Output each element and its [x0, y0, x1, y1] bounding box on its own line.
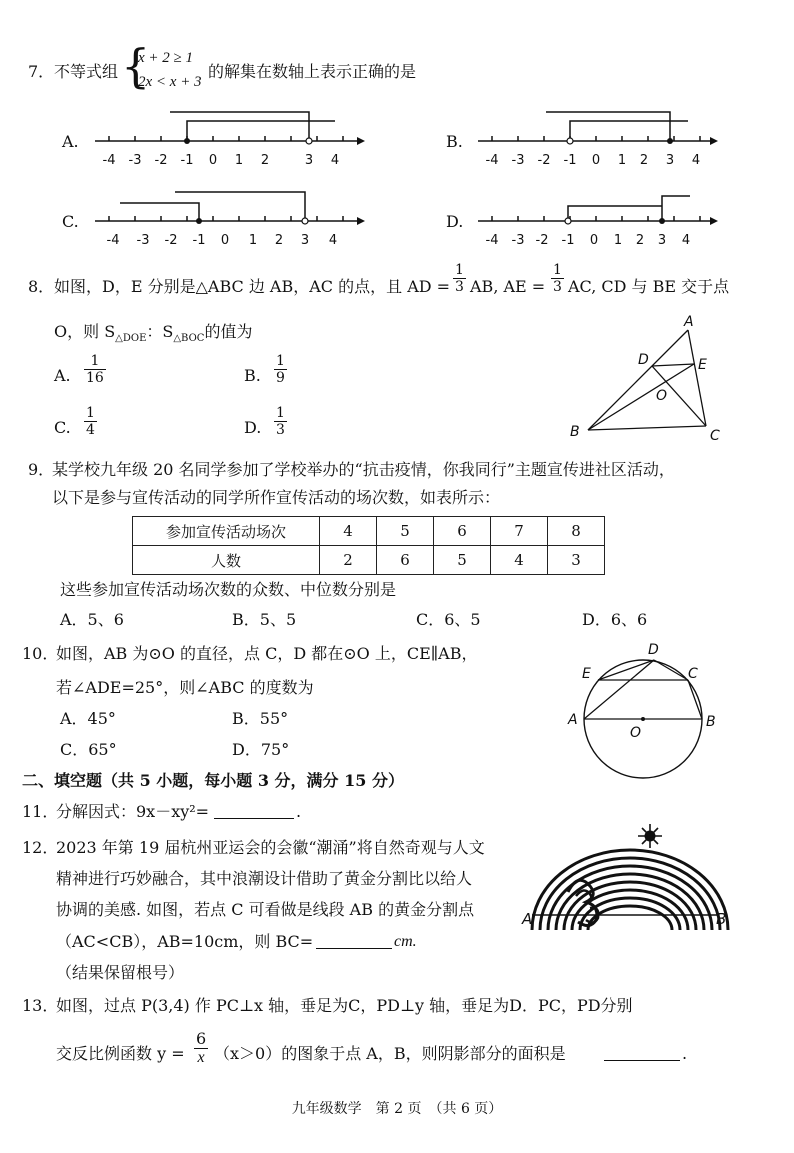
q13-line-1: 如图，过点 P(3,4) 作 PC⊥x 轴，垂足为C，PD⊥y 轴，垂足为D．PC，PD分别 [56, 996, 633, 1015]
tick-label: -2 [535, 233, 549, 248]
q13-line-2b: （x＞0）的图象于点 A，B，则阴影部分的面积是 [214, 1044, 566, 1063]
table-cell: 4 [320, 517, 377, 546]
q8-text-2: AB, AE = [470, 277, 546, 296]
fig8-label-b: B [570, 424, 580, 440]
q11-text: 分解因式：9x－xy²= [56, 802, 210, 821]
q8-text-1: 如图，D，E 分别是△ABC 边 AB，AC 的点，且 AD = [54, 277, 451, 296]
fig8-label-d: D [638, 352, 649, 368]
q13-line-2a: 交反比例函数 y = [56, 1044, 185, 1063]
q7-inequality-2: 2x < x + 3 [138, 74, 202, 90]
table-cell: 2 [320, 546, 377, 575]
q9-option-c[interactable]: C．6、5 [416, 610, 481, 629]
q7-inequality-1: x + 2 ≥ 1 [138, 50, 194, 66]
q12-number: 12． [22, 838, 59, 857]
q8-option-b[interactable]: B. [244, 366, 261, 385]
table-cell: 5 [434, 546, 491, 575]
table-header-cell: 参加宣传活动场次 [133, 517, 320, 546]
tick-label: 4 [681, 233, 691, 248]
q8-option-d[interactable]: D. [244, 418, 262, 437]
q13-number: 13． [22, 996, 59, 1015]
q10-option-c[interactable]: C．65° [60, 740, 117, 759]
tick-label: 2 [260, 153, 270, 168]
q10-option-b[interactable]: B．55° [232, 709, 289, 728]
tick-label: -4 [485, 153, 499, 168]
q8-option-a[interactable]: A. [54, 366, 71, 385]
fig10-label-e: E [582, 666, 591, 682]
q9-line-2: 以下是参与宣传活动的同学所作宣传活动的场次数，如表所示： [52, 488, 501, 507]
tick-label: -3 [511, 233, 525, 248]
tick-label: 0 [220, 233, 230, 248]
table-row [133, 517, 605, 546]
q13-fraction: $\frac{6}{x}$ [196, 1029, 207, 1066]
q7-option-c[interactable]: C. [62, 212, 79, 231]
number-line-d [478, 184, 718, 250]
q8-line-2: O，则 $S_{\triangle DOE}$：$S_{\triangle BOC}$的值为 [54, 322, 253, 345]
tick-label: -3 [511, 153, 525, 168]
q9-number: 9． [28, 460, 55, 479]
table-cell: 7 [491, 517, 548, 546]
tick-label: -1 [180, 153, 194, 168]
q8-option-a-value: $\frac{1}{16}$ [86, 353, 104, 386]
tick-label: 4 [328, 233, 338, 248]
q13-period: . [682, 1044, 688, 1063]
tick-label: 1 [613, 233, 623, 248]
tick-label: 4 [691, 153, 701, 168]
q12-answer-blank[interactable] [316, 948, 392, 949]
tick-label: -3 [136, 233, 150, 248]
q10-option-d[interactable]: D．75° [232, 740, 290, 759]
fig10-label-c: C [688, 666, 698, 682]
q9-line-1: 某学校九年级 20 名同学参加了学校举办的“抗击疫情，你我同行”主题宣传进社区活动， [52, 460, 675, 479]
q8-text-3: AC, CD 与 BE 交于点 [568, 277, 730, 296]
tick-label: 2 [639, 153, 649, 168]
fig10-label-d: D [648, 642, 659, 658]
tick-label: -2 [154, 153, 168, 168]
fig8-label-c: C [710, 428, 720, 444]
number-line-a [95, 104, 365, 170]
tick-label: 0 [208, 153, 218, 168]
q10-line-2: 若∠ADE=25°，则∠ABC 的度数为 [56, 678, 314, 697]
tick-label: -3 [128, 153, 142, 168]
tick-label: 3 [300, 233, 310, 248]
q7-option-a[interactable]: A. [62, 132, 79, 151]
circle-figure [562, 636, 730, 786]
tick-label: 2 [635, 233, 645, 248]
triangle-figure [560, 312, 730, 447]
tick-label: -4 [102, 153, 116, 168]
tick-label: 2 [274, 233, 284, 248]
tick-label: -1 [563, 153, 577, 168]
q7-prefix: 不等式组 [54, 62, 119, 81]
q7-number: 7． [28, 62, 55, 81]
q13-answer-blank[interactable] [604, 1060, 680, 1061]
tick-label: 1 [617, 153, 627, 168]
page-footer: 九年级数学 第 2 页 （共 6 页） [291, 1101, 503, 1117]
q8-option-d-value: $\frac{1}{3}$ [276, 405, 285, 438]
number-line-c [95, 184, 365, 250]
table-header-cell: 人数 [133, 546, 320, 575]
q8-option-b-value: $\frac{1}{9}$ [276, 353, 285, 386]
tick-label: 3 [657, 233, 667, 248]
tick-label: -1 [561, 233, 575, 248]
q12-line-3: 协调的美感. 如图，若点 C 可看做是线段 AB 的黄金分割点 [56, 900, 475, 919]
table-cell: 3 [548, 546, 605, 575]
emblem-figure [518, 822, 742, 958]
table-cell: 8 [548, 517, 605, 546]
q9-question: 这些参加宣传活动场次数的众数、中位数分别是 [60, 580, 397, 599]
tick-label: 4 [330, 153, 340, 168]
q10-number: 10． [22, 644, 59, 663]
q10-line-1: 如图，AB 为⊙O 的直径，点 C，D 都在⊙O 上，CE∥AB， [56, 644, 478, 663]
tick-label: -4 [485, 233, 499, 248]
section-2-heading: 二、填空题（共 5 小题，每小题 3 分，满分 15 分） [22, 771, 404, 790]
fig10-label-o: O [630, 725, 642, 741]
q8-number: 8． [28, 277, 55, 296]
q10-option-a[interactable]: A．45° [60, 709, 116, 728]
system-brace: { [121, 39, 151, 93]
fig8-label-e: E [698, 357, 707, 373]
fig10-label-b: B [706, 714, 716, 730]
tick-label: 0 [591, 153, 601, 168]
table-row [133, 546, 605, 575]
tick-label: -2 [537, 153, 551, 168]
fig10-label-a: A [568, 712, 578, 728]
tick-label: 1 [248, 233, 258, 248]
q7-option-d[interactable]: D. [446, 212, 464, 231]
table-cell: 4 [491, 546, 548, 575]
fig8-label-a: A [684, 314, 694, 330]
q12-line-1: 2023 年第 19 届杭州亚运会的会徽“潮涌”将自然奇观与人文 [56, 838, 485, 857]
q8-option-c-value: $\frac{1}{4}$ [86, 405, 95, 438]
table-cell: 5 [377, 517, 434, 546]
q9-option-a[interactable]: A．5、6 [60, 610, 124, 629]
q11-period: . [296, 802, 302, 821]
q7-suffix: 的解集在数轴上表示正确的是 [208, 62, 417, 81]
tick-label: 3 [304, 153, 314, 168]
q12-line-2: 精神进行巧妙融合，其中浪潮设计借助了黄金分割比以给人 [56, 869, 473, 888]
q9-option-b[interactable]: B．5、5 [232, 610, 297, 629]
tick-label: 3 [665, 153, 675, 168]
tick-label: -2 [164, 233, 178, 248]
q11-number: 11． [22, 802, 59, 821]
tick-label: -4 [106, 233, 120, 248]
tick-label: 1 [234, 153, 244, 168]
q11-answer-blank[interactable] [214, 818, 294, 819]
q7-option-b[interactable]: B. [446, 132, 463, 151]
fig12-label-a: A [522, 910, 533, 928]
tick-label: -1 [192, 233, 206, 248]
fig12-label-b: B [716, 910, 727, 928]
q12-unit: cm. [394, 933, 417, 950]
q12-line-4: （AC<CB），AB=10cm，则 BC= [56, 932, 314, 951]
number-line-b [478, 104, 718, 170]
table-cell: 6 [434, 517, 491, 546]
q9-data-table [132, 516, 605, 575]
q8-fraction-1: $\frac{1}{3}$ [455, 262, 464, 295]
tick-label: 0 [589, 233, 599, 248]
q8-option-c[interactable]: C. [54, 418, 71, 437]
q12-line-5: （结果保留根号） [56, 963, 185, 982]
q8-fraction-2: $\frac{1}{3}$ [553, 262, 562, 295]
table-cell: 6 [377, 546, 434, 575]
sun-icon [638, 824, 662, 848]
fig8-label-o: O [656, 388, 668, 404]
q9-option-d[interactable]: D．6、6 [582, 610, 648, 629]
